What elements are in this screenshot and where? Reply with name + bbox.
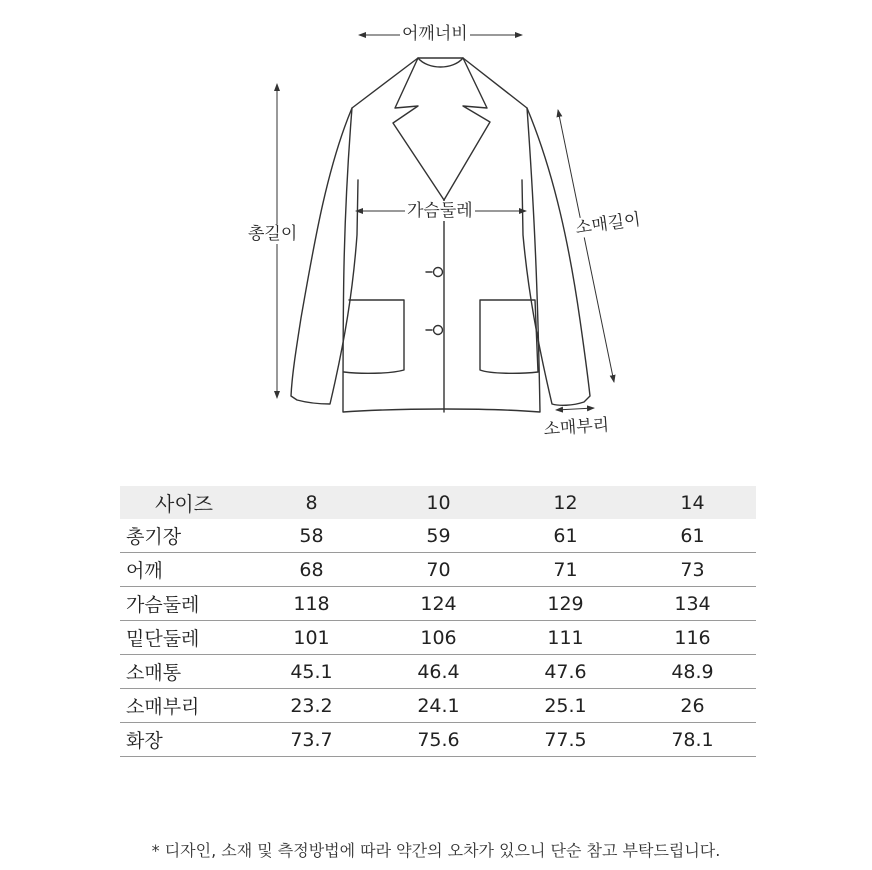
sleeve-opening-label: 소매부리 (542, 415, 610, 440)
size-table (120, 486, 756, 757)
table-cell: 73 (629, 553, 756, 587)
table-cell: 118 (248, 587, 375, 621)
chest-label: 가슴둘레 (407, 201, 473, 221)
table-cell: 61 (502, 519, 629, 553)
table-cell: 111 (502, 621, 629, 655)
row-label: 밑단둘레 (120, 621, 248, 655)
table-cell: 48.9 (629, 655, 756, 689)
row-label: 총기장 (120, 519, 248, 553)
row-label: 소매통 (120, 655, 248, 689)
measurement-arrows (277, 35, 614, 410)
table-cell: 25.1 (502, 689, 629, 723)
size-table-header-row (120, 486, 756, 519)
column-header-10: 10 (426, 491, 451, 514)
table-row (120, 689, 756, 723)
table-cell: 59 (375, 519, 502, 553)
table-cell: 129 (502, 587, 629, 621)
table-cell: 70 (375, 553, 502, 587)
table-cell: 116 (629, 621, 756, 655)
row-label: 어깨 (120, 553, 248, 587)
table-cell: 68 (248, 553, 375, 587)
column-header-size: 사이즈 (155, 492, 213, 516)
table-cell: 73.7 (248, 723, 375, 757)
table-cell: 46.4 (375, 655, 502, 689)
row-label: 화장 (120, 723, 248, 757)
column-header-14: 14 (680, 491, 705, 514)
table-row (120, 587, 756, 621)
row-label: 소매부리 (120, 689, 248, 723)
total-length-label: 총길이 (248, 224, 298, 244)
table-cell: 124 (375, 587, 502, 621)
shoulder-width-label: 어깨너비 (402, 24, 468, 44)
table-cell: 26 (629, 689, 756, 723)
jacket-outline (291, 58, 590, 412)
table-row (120, 553, 756, 587)
disclaimer-note: * 디자인, 소재 및 측정방법에 따라 약간의 오차가 있으니 단순 참고 부탁드립니다. (151, 841, 721, 860)
table-row (120, 621, 756, 655)
table-cell: 106 (375, 621, 502, 655)
table-cell: 77.5 (502, 723, 629, 757)
table-cell: 24.1 (375, 689, 502, 723)
column-header-12: 12 (553, 491, 578, 514)
table-cell: 134 (629, 587, 756, 621)
table-cell: 78.1 (629, 723, 756, 757)
table-cell: 23.2 (248, 689, 375, 723)
table-cell: 75.6 (375, 723, 502, 757)
table-cell: 47.6 (502, 655, 629, 689)
row-label: 가슴둘레 (120, 587, 248, 621)
table-row (120, 655, 756, 689)
table-row (120, 723, 756, 757)
sleeve-length-label: 소매길이 (573, 209, 642, 239)
column-header-8: 8 (305, 491, 318, 514)
table-cell: 71 (502, 553, 629, 587)
table-cell: 101 (248, 621, 375, 655)
table-cell: 58 (248, 519, 375, 553)
table-row (120, 519, 756, 553)
table-cell: 45.1 (248, 655, 375, 689)
sleeve-opening-arrow (556, 408, 594, 410)
table-cell: 61 (629, 519, 756, 553)
sleeve-length-arrow (558, 110, 614, 382)
